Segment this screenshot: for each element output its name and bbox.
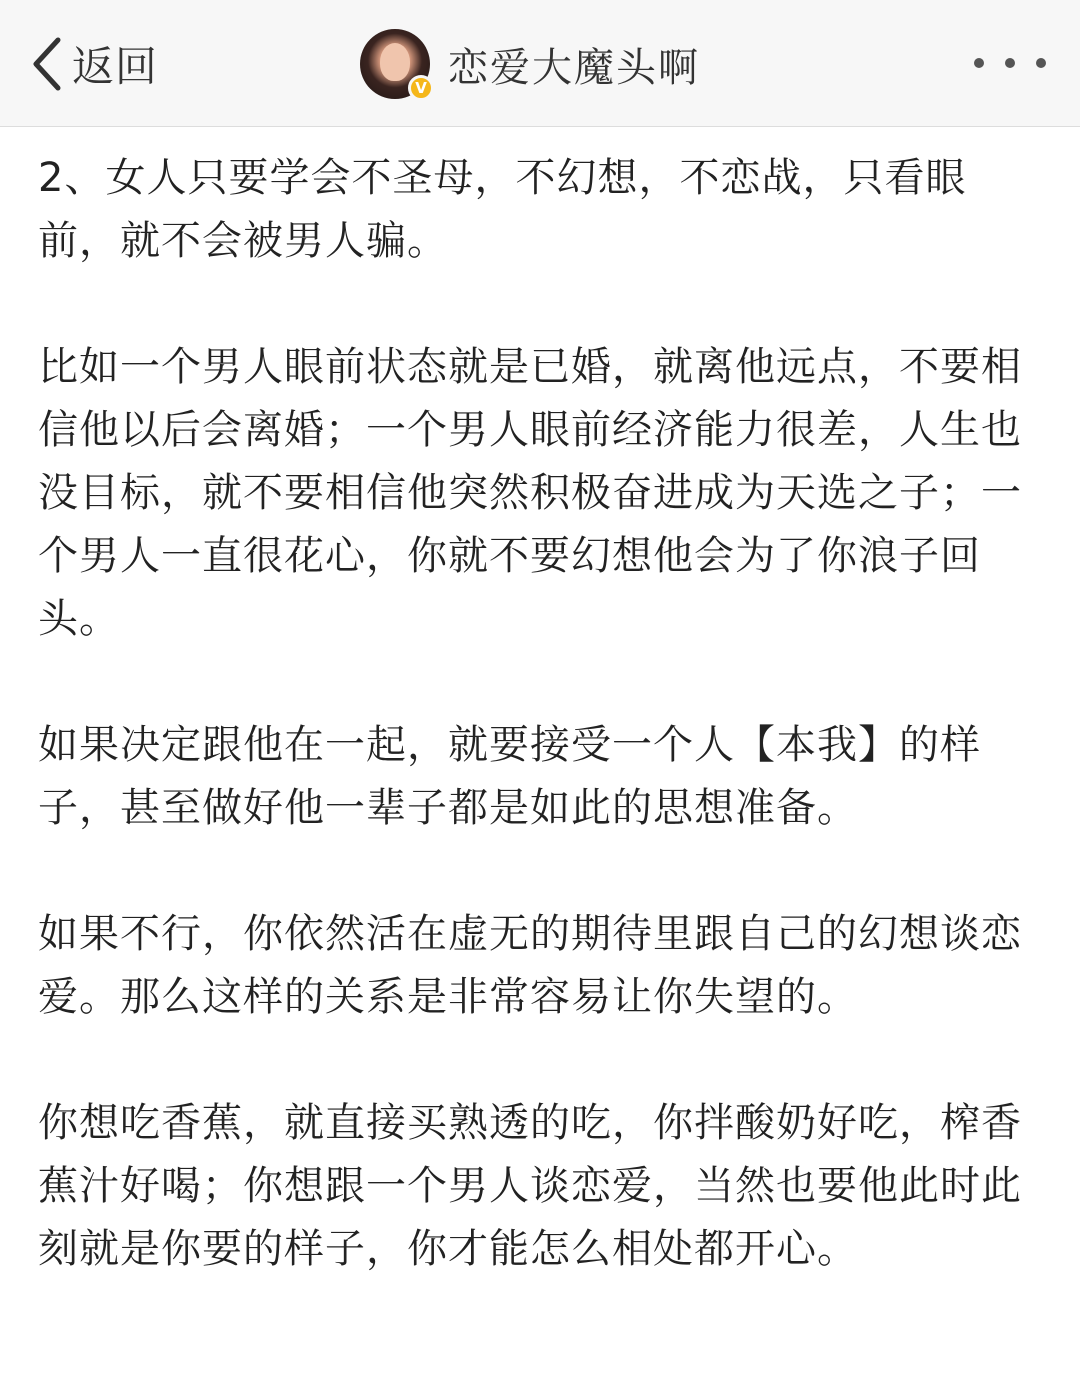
verified-badge-icon: V <box>408 75 434 101</box>
avatar[interactable] <box>360 29 430 99</box>
article-body <box>38 147 1042 1344</box>
article-paragraph: 如果不行，你依然活在虚无的期待里跟自己的幻想谈恋爱。那么这样的关系是非常容易让你失望的。 <box>38 911 1022 1020</box>
article-paragraph: 你想吃香蕉，就直接买熟透的吃，你拌酸奶好吃，榨香蕉汁好喝；你想跟一个男人谈恋爱，当然也要他此时此刻就是你要的样子，你才能怎么相处都开心。 <box>38 1100 1022 1272</box>
back-label: 返回 <box>72 42 159 91</box>
article-paragraph: 2、女人只要学会不圣母，不幻想，不恋战，只看眼前，就不会被男人骗。 <box>38 155 967 264</box>
article-paragraph: 比如一个男人眼前状态就是已婚，就离他远点，不要相信他以后会离婚；一个男人眼前经济能力很差，人生也没目标，就不要相信他突然积极奋进成为天选之子；一个男人一直很花心，你就不要幻想他会为了你浪子回头。 <box>38 344 1022 642</box>
more-dot-icon <box>1036 58 1046 68</box>
back-button[interactable] <box>30 30 158 98</box>
author-profile[interactable] <box>360 28 700 100</box>
author-username[interactable]: 恋爱大魔头啊 <box>448 44 700 91</box>
more-dot-icon <box>1005 58 1015 68</box>
article-paragraph: 如果决定跟他在一起，就要接受一个人【本我】的样子，甚至做好他一辈子都是如此的思想准备。 <box>38 722 981 831</box>
top-navigation-bar <box>0 0 1080 127</box>
chevron-left-icon <box>30 34 64 94</box>
more-dot-icon <box>974 58 984 68</box>
more-options-button[interactable] <box>974 50 1046 76</box>
